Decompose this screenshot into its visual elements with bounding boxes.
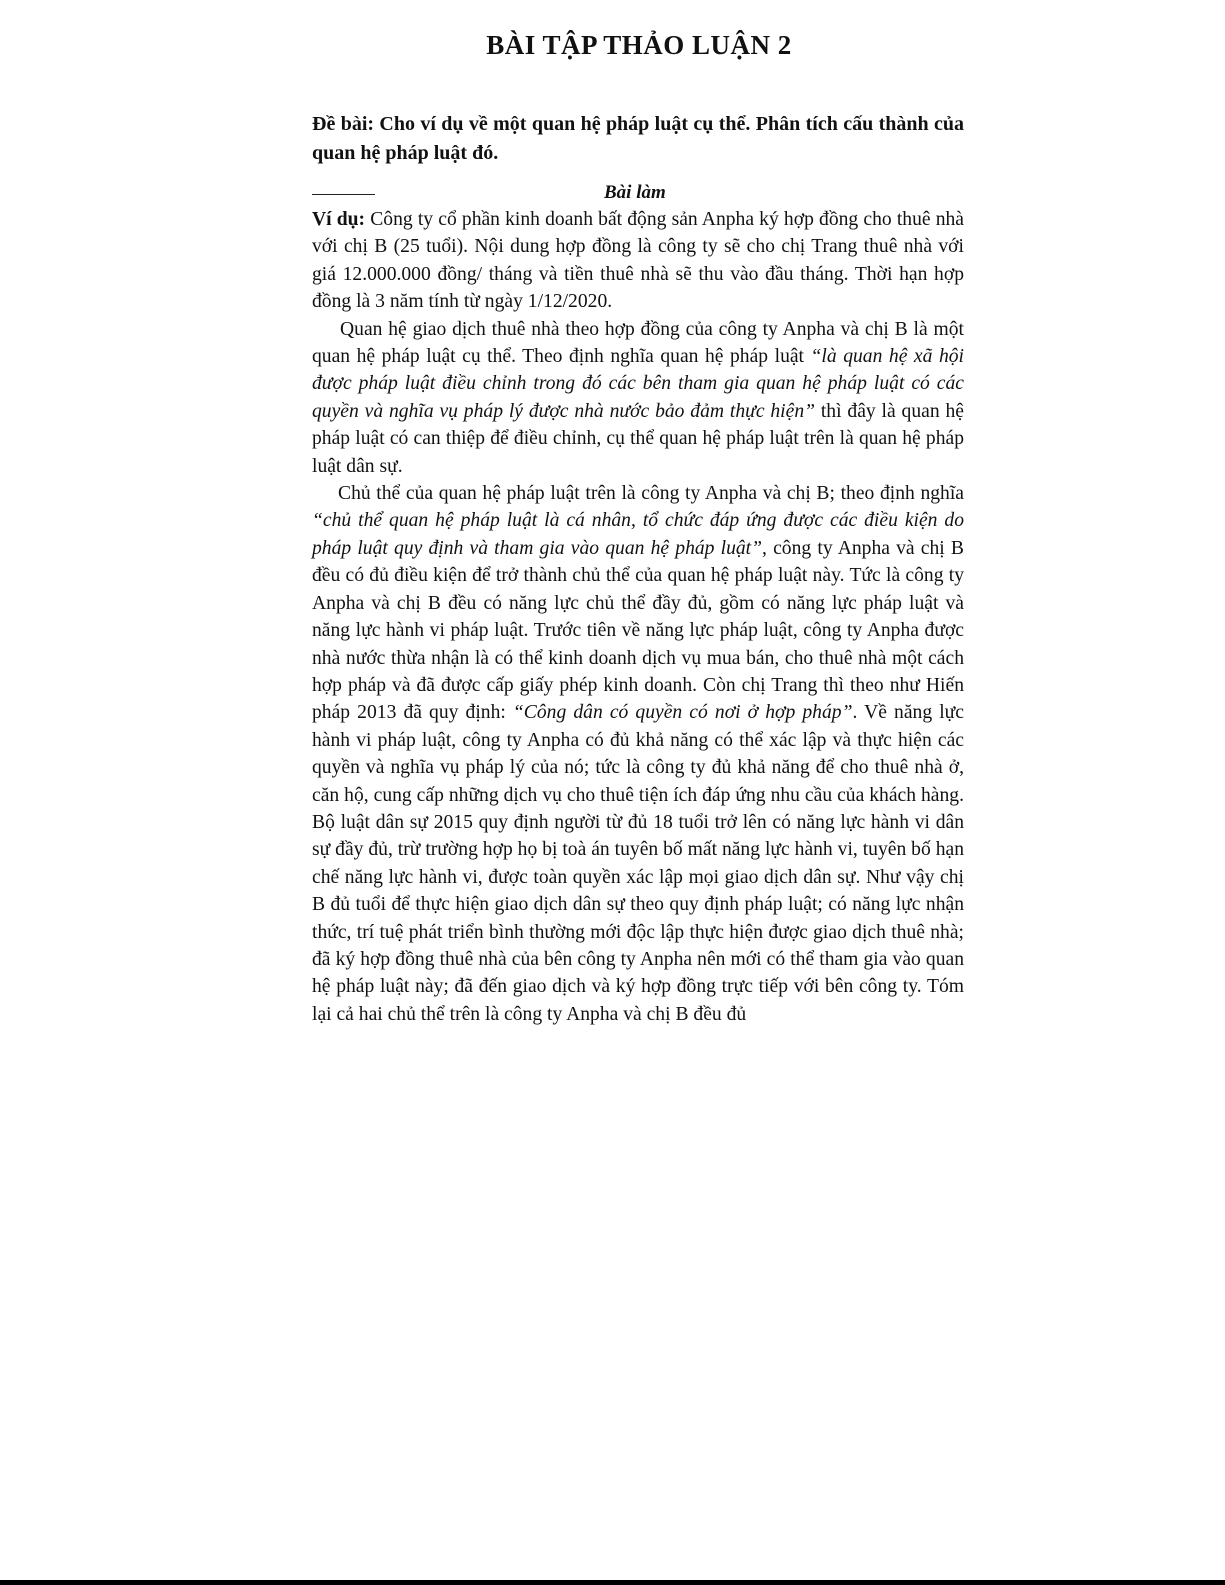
section-header-row: [312, 182, 964, 206]
example-text: Công ty cổ phần kinh doanh bất động sản Anpha ký hợp đồng cho thuê nhà với chị B (25 tuổi). Nội dung hợp đồng là công ty sẽ cho chị Trang thuê nhà với giá 12.000.000 đồng/ tháng và tiền thuê nhà sẽ thu vào đầu tháng. Thời hạn hợp đồng là 3 năm tính từ ngày 1/12/2020.: [312, 209, 965, 313]
paragraph3-after: . Về năng lực hành vi pháp luật, công ty Anpha có đủ khả năng có thể xác lập và thực hiện các quyền và nghĩa vụ pháp lý của nó; tức là công ty đủ khả năng để cho thuê nhà ở, căn hộ, cung cấp những dịch vụ cho thuê tiện ích đáp ứng nhu cầu của khách hàng. Bộ luật dân sự 2015 quy định người từ đủ 18 tuổi trở lên có năng lực hành vi dân sự đầy đủ, trừ trường hợp họ bị toà án tuyên bố mất năng lực hành vi, tuyên bố hạn chế năng lực hành vi, được toàn quyền xác lập mọi giao dịch dân sự. Như vậy chị B đủ tuổi để thực hiện giao dịch dân sự theo quy định pháp luật; có năng lực nhận thức, trí tuệ phát triển bình thường mới độc lập thực hiện được giao dịch thuê nhà; đã ký hợp đồng thuê nhà của bên công ty Anpha nên mới có thể tham gia vào quan hệ pháp luật này; đã đến giao dịch và ký hợp đồng trực tiếp với bên công ty. Tóm lại cả hai chủ thể trên là công ty Anpha và chị B đều đủ: [312, 702, 964, 1025]
paragraph3-before: Chủ thể của quan hệ pháp luật trên là công ty Anpha và chị B; theo định nghĩa: [338, 483, 964, 505]
example-label: Ví dụ:: [312, 209, 366, 230]
section-label: Bài làm: [604, 182, 666, 203]
paragraph2-before: Quan hệ giao dịch thuê nhà theo hợp đồng của công ty Anpha và chị B là một quan hệ pháp luật cụ thể. Theo định nghĩa quan hệ pháp luật: [312, 318, 964, 368]
paragraph3-quote2: “Công dân có quyền có nơi ở hợp pháp”: [512, 702, 853, 724]
assignment-prompt: Đề bài: Cho ví dụ về một quan hệ pháp luật cụ thể. Phân tích cấu thành của quan hệ pháp luật đó.: [312, 113, 964, 164]
paragraph3-middle: , công ty Anpha và chị B đều có đủ điều kiện để trở thành chủ thể của quan hệ pháp luật này. Tức là công ty Anpha và chị B đều có năng lực chủ thể đầy đủ, gồm có năng lực pháp luật và năng lực hành vi pháp luật. Trước tiên về năng lực pháp luật, công ty Anpha được nhà nước thừa nhận là có thể kinh doanh dịch vụ mua bán, cho thuê nhà một cách hợp pháp và đã được cấp giấy phép kinh doanh. Còn chị Trang thì theo như Hiến pháp 2013 đã quy định:: [312, 537, 964, 724]
document-body: [312, 110, 964, 1028]
example-paragraph: [312, 206, 964, 316]
document-title: BÀI TẬP THẢO LUẬN 2: [486, 30, 792, 60]
paragraph2-quote: “là quan hệ xã hội được pháp luật điều chỉnh trong đó các bên tham gia quan hệ pháp luật có các quyền và nghĩa vụ pháp lý được nhà nước bảo đảm thực hiện”: [312, 346, 964, 422]
paragraph-definition: [312, 316, 964, 480]
paragraph3-quote1: “chủ thể quan hệ pháp luật là cá nhân, tổ chức đáp ứng được các điều kiện do pháp luật quy định và tham gia vào quan hệ pháp luật”: [312, 510, 964, 559]
page-bottom-border: [0, 1580, 1225, 1585]
short-divider: [312, 194, 375, 195]
paragraph-subjects: [312, 480, 964, 1028]
paragraph2-after: thì đây là quan hệ pháp luật có can thiệp để điều chỉnh, cụ thể quan hệ pháp luật trên là quan hệ pháp luật dân sự.: [312, 400, 964, 477]
